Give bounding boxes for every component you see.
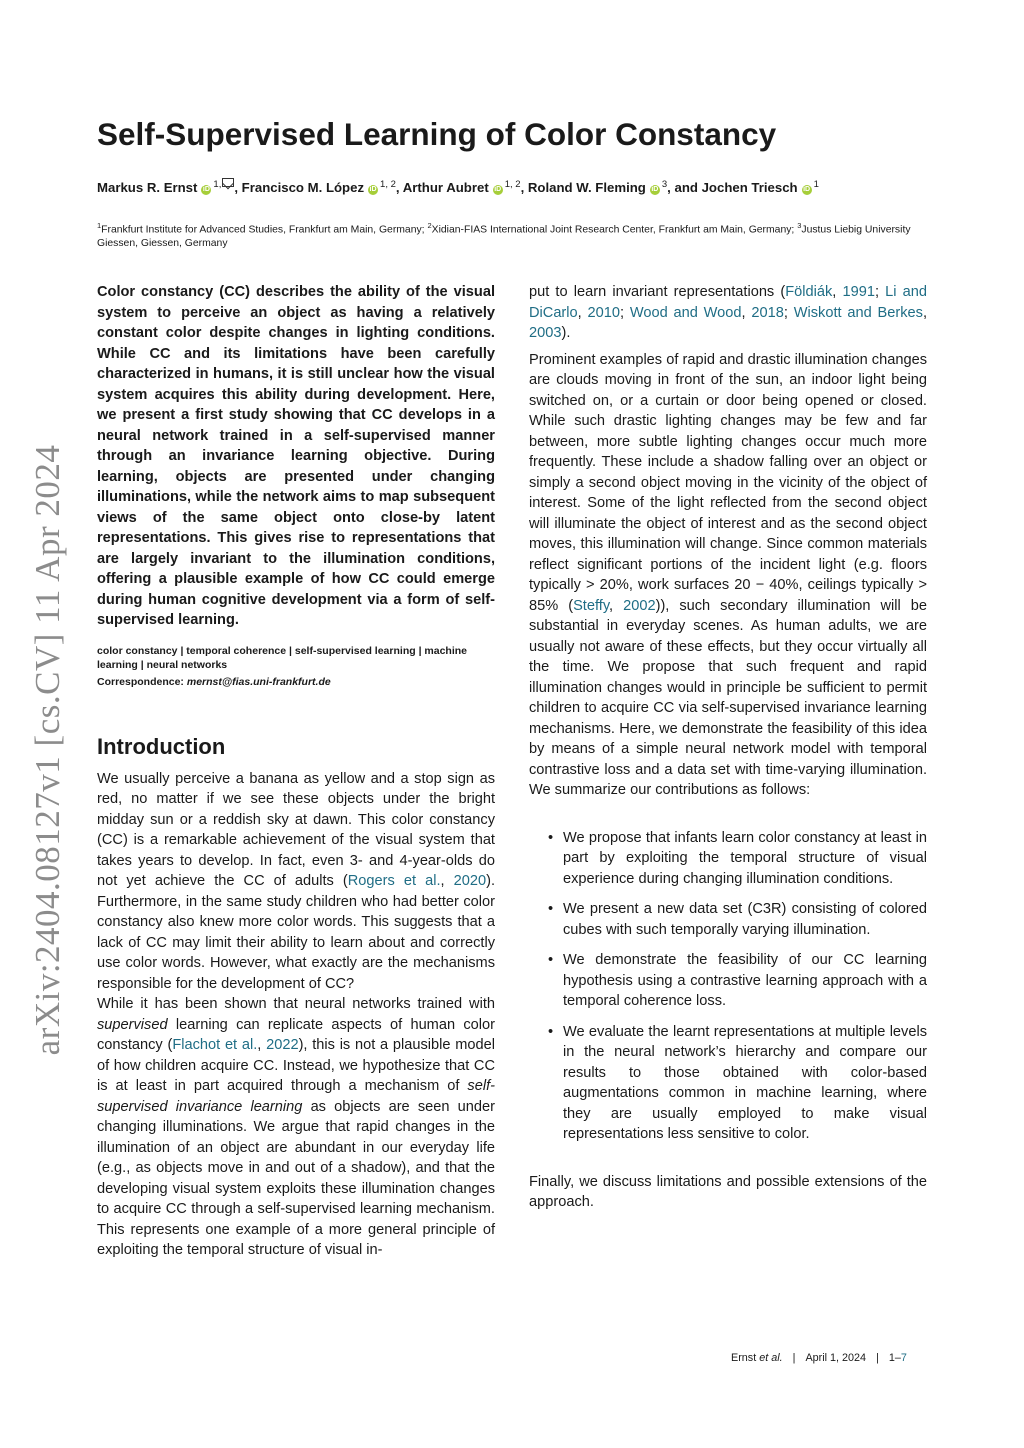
list-item: • We present a new data set (C3R) consisting of colored cubes with such temporally varying illumination. <box>529 899 927 940</box>
page-count-link[interactable]: 7 <box>900 1352 907 1364</box>
citation-year-link[interactable]: 2003 <box>529 325 562 341</box>
author-name[interactable]: Roland W. Fleming <box>527 180 646 195</box>
author-affiliation-marker: 1, <box>213 179 222 190</box>
affiliations: $^1$Frankfurt Institute for Advanced Studies, Frankfurt am Main, Germany; $^2$Xidian-FIAS International Joint Research Center, Frankfurt am Main, Germany; $^3$Justus Liebig University Giessen, Giessen, Germany <box>97 221 911 250</box>
intro-paragraph-continued: put to learn invariant representations (Földiák, 1991; Li and DiCarlo, 2010; Wood and Wood, 2018; Wiskott and Berkes, 2003). <box>529 284 928 341</box>
citation-link[interactable]: Wood and Wood <box>629 304 742 321</box>
correspondence-email[interactable]: mernst@fias.uni-frankfurt.de <box>186 675 331 688</box>
abstract: Color constancy (CC) describes the ability of the visual system to perceive an object as having a relatively constant color despite changes in lighting conditions. While CC and its limitations have been carefully characterized in humans, it is still unclear how the visual system acquires this ability during development. Here, we present a first study showing that CC develops in a neural network trained in a self-supervised manner through an invariance learning objective. During learning, objects are presented under changing illuminations, while the network aims to map subsequent views of the same object onto close-by latent representations. This gives rise to representations that are largely invariant to the illumination conditions, offering a plausible example of how CC could emerge during human cognitive development via a form of self-supervised learning. <box>97 284 495 628</box>
citation-link[interactable]: Steffy <box>573 597 610 614</box>
left-column <box>97 282 495 1261</box>
orcid-icon[interactable]: iD <box>202 186 210 193</box>
citation-year-link[interactable]: 2020 <box>453 873 487 889</box>
arxiv-identifier-stamp: arXiv:2404.08127v1 [cs.CV] 11 Apr 2024 <box>28 444 67 1056</box>
author-name[interactable]: Markus R. Ernst <box>97 180 198 195</box>
paper-title: Self-Supervised Learning of Color Constancy <box>97 116 777 152</box>
contributions-list <box>529 828 927 1145</box>
citation-link[interactable]: Földiák <box>785 284 833 300</box>
page-footer: Ernst et al. | April 1, 2024 | 1–7 <box>731 1352 907 1364</box>
author-affiliation-marker: 1 <box>813 179 819 190</box>
intro-paragraph-1: We usually perceive a banana as yellow and a stop sign as red, no matter if we see these objects under the bright midday sun or a reddish sky at dawn. This color constancy (CC) is a remarkable achievement of the visual system that takes years to develop. In fact, even 3- and 4-year-olds do not yet achieve the CC of adults (Rogers et al., 2020). Furthermore, in the same study children who had better color constancy also knew more color words. This suggests that a lack of CC may limit their ability to learn about and correctly use color words. However, what exactly are the mechanisms responsible for the development of CC? <box>97 770 495 992</box>
citation-year-link[interactable]: 2022 <box>266 1037 299 1053</box>
closing-paragraph: Finally, we discuss limitations and possible extensions of the approach. <box>529 1173 927 1210</box>
citation-link[interactable]: Rogers et al. <box>347 873 441 889</box>
section-heading-introduction: Introduction <box>97 733 226 759</box>
right-column <box>529 282 927 1213</box>
envelope-icon[interactable] <box>222 178 234 187</box>
intro-paragraph-3: Prominent examples of rapid and drastic illumination changes are clouds moving in front of the sun, an indoor light being switched on, or a curtain or door being opened or closed. While such drastic lighting changes may be few and far between, more subtle lighting changes occur much more frequently. These include a shadow falling over an object or simply a second object moving in the vicinity of the object of interest. Some of the light reflected from the second object will illuminate the object of interest and as the second object moves, this illumination will change. Since common materials reflect significant portions of the incident light (e.g. floors typically > 20%, work surfaces 20 − 40%, ceilings typically > 85% (Steffy, 2002)), such secondary illumination will be substantial in everyday scenes. As human adults, we are usually not aware of these effects, but they occur virtually all the time. We propose that such frequent and rapid illumination changes would in principle be sufficient to permit children to acquire CC via self-supervised invariance learning mechanisms. Here, we demonstrate the feasibility of this idea by means of a simple neural network model with temporal contrastive loss and a data set with time-varying illumination. We summarize our contributions as follows: <box>529 351 928 798</box>
orcid-icon[interactable]: iD <box>494 186 502 193</box>
intro-paragraph-2: While it has been shown that neural networks trained with supervised learning can replicate aspects of human color constancy (Flachot et al., 2022), this is not a plausible model of how children acquire CC. Instead, we hypothesize that CC is at least in part acquired through a mechanism of self-supervised invariance learning as objects are seen under changing illuminations. We argue that rapid changes in the illumination of an object are abundant in our everyday life (e.g., as objects move in and out of a shadow), and that the developing visual system exploits these illumination changes to acquire CC through a self-supervised learning mechanism. This represents one example of a more general principle of exploiting the temporal structure of visual in- <box>97 996 496 1258</box>
author-name[interactable]: Arthur Aubret <box>402 180 489 195</box>
citation-year-link[interactable]: 2018 <box>751 304 784 321</box>
citation-year-link[interactable]: 1991 <box>842 284 875 300</box>
author-affiliation-marker: 1, 2 <box>380 179 396 190</box>
correspondence: Correspondence: mernst@fias.uni-frankfurt.de <box>97 675 331 688</box>
author-affiliation-marker: 1, 2 <box>504 179 521 190</box>
footer-date: April 1, 2024 <box>805 1352 867 1364</box>
citation-year-link[interactable]: 2002 <box>623 597 656 614</box>
author-name[interactable]: Jochen Triesch <box>701 180 798 195</box>
author-affiliation-marker: 3 <box>661 179 668 190</box>
orcid-icon[interactable]: iD <box>803 186 811 193</box>
citation-link[interactable]: Flachot et al. <box>172 1037 258 1053</box>
author-name[interactable]: Francisco M. López <box>241 180 365 195</box>
list-item: • We demonstrate the feasibility of our CC learning hypothesis using a contrastive learning approach with a temporal coherence loss. <box>529 950 927 1012</box>
list-item: • We evaluate the learnt representations at multiple levels in the neural network’s hierarchy and compare our results to those obtained with color-based augmentations common in machine learning, where they are usually employed to make visual representations less sensitive to color. <box>529 1022 927 1145</box>
list-item: • We propose that infants learn color constancy at least in part by exploiting the temporal structure of visual experience during changing illumination conditions. <box>529 828 927 890</box>
citation-link[interactable]: Wiskott and Berkes <box>793 304 923 321</box>
orcid-icon[interactable]: iD <box>369 186 377 193</box>
author-list: Markus R. Ernst iD $^{1,}$ , Francisco M. López iD $^{1, 2}$, Arthur Aubret iD $^{1, 2}$, Roland W. Fleming iD $^3$, and Jochen Triesch iD $^1$ <box>97 179 819 195</box>
citation-link[interactable]: Li and DiCarlo <box>529 284 928 321</box>
keywords: color constancy | temporal coherence | self-supervised learning | machine learning | neural networks <box>97 644 468 671</box>
orcid-icon[interactable]: iD <box>651 186 659 193</box>
citation-year-link[interactable]: 2010 <box>587 304 620 321</box>
